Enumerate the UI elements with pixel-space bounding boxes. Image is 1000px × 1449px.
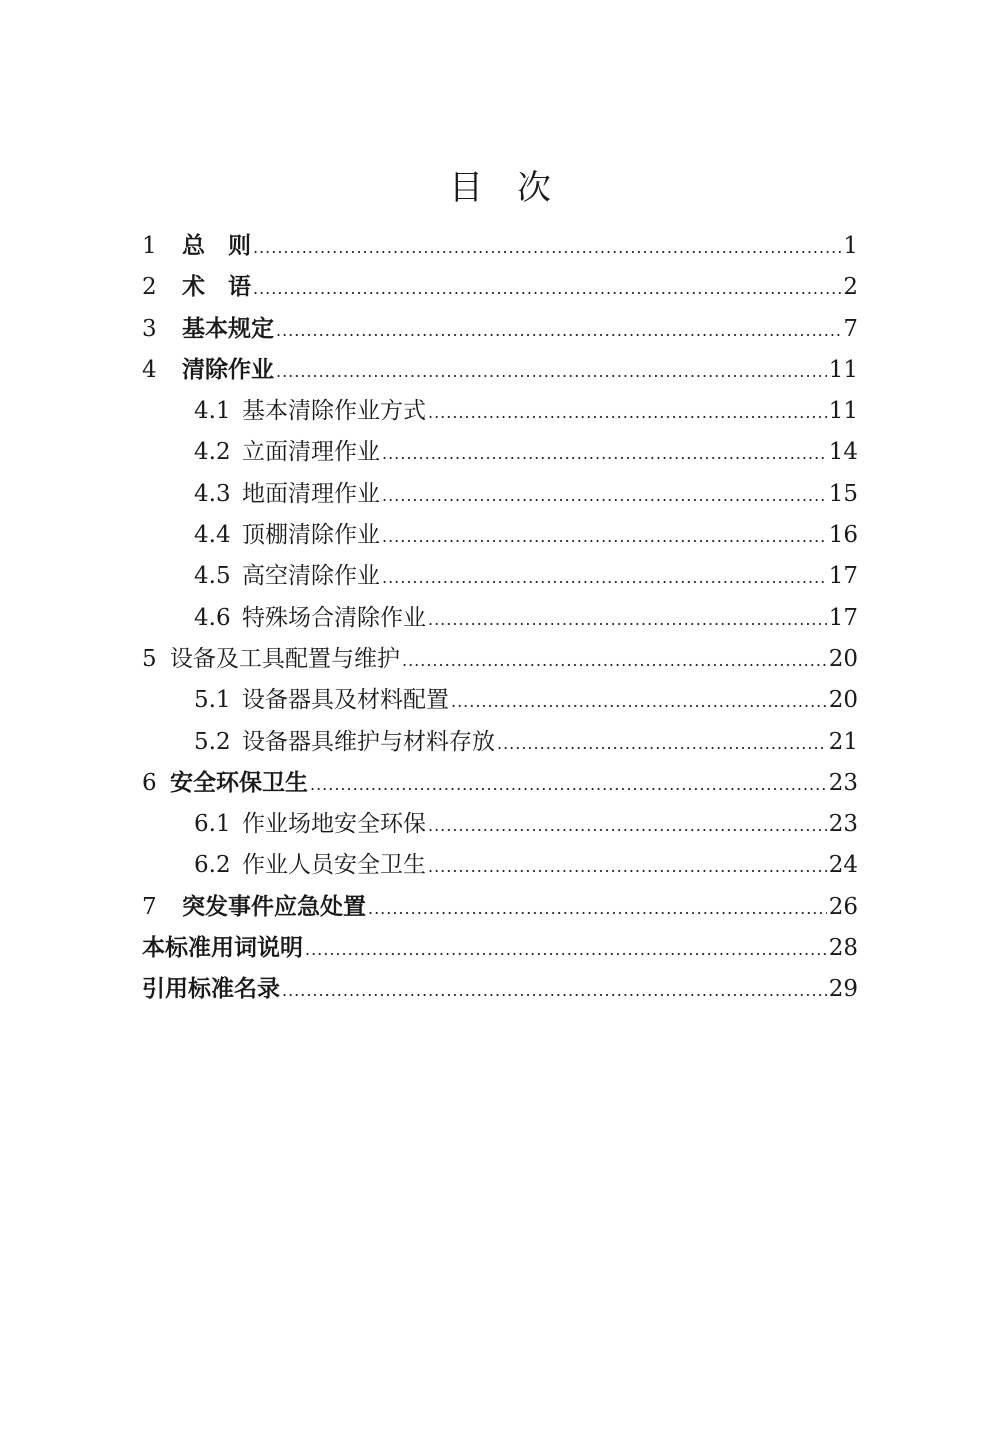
toc-subentry[interactable] — [142, 556, 858, 597]
toc-entry[interactable] — [142, 763, 858, 804]
toc-leader-dots — [428, 805, 827, 846]
toc-leader-dots — [282, 970, 827, 1011]
toc-entry-label: 本标准用词说明 — [142, 935, 303, 962]
toc-entry-number: 1 — [142, 233, 157, 259]
toc-entry-label: 基本规定 — [182, 315, 274, 342]
toc-entry-number: 5 — [142, 645, 157, 672]
toc-subentry[interactable] — [142, 598, 858, 639]
toc-entry-page: 23 — [828, 769, 858, 796]
toc-entry-number: 5.2 — [194, 728, 231, 755]
toc-leader-dots — [382, 475, 827, 516]
toc-entry-label: 高空清除作业 — [242, 563, 380, 590]
toc-entry-label: 突发事件应急处置 — [182, 893, 366, 920]
toc-entry-page: 17 — [828, 604, 858, 631]
toc-entry-number: 4.4 — [194, 522, 231, 549]
toc-entry-page: 16 — [828, 522, 858, 549]
toc-entry-number: 6.1 — [194, 811, 231, 838]
toc-leader-dots — [451, 681, 827, 722]
toc-entry[interactable] — [142, 887, 858, 928]
toc-entry-number: 3 — [142, 315, 157, 342]
toc-entry-page: 17 — [828, 563, 858, 590]
toc-entry-page: 7 — [843, 315, 858, 342]
toc-entry-page: 28 — [828, 935, 858, 962]
toc-title: 目 次 — [449, 168, 551, 208]
toc-entry-label: 清除作业 — [182, 356, 274, 383]
toc-entry-label: 总 则 — [182, 233, 251, 259]
toc-leader-dots — [310, 764, 827, 805]
toc-leader-dots — [382, 557, 827, 598]
toc-entry-number: 4.2 — [194, 439, 231, 466]
toc-entry-label: 设备及工具配置与维护 — [170, 645, 400, 672]
toc-subentry[interactable] — [142, 391, 858, 432]
toc-leader-dots — [428, 392, 827, 433]
toc-entry-label: 基本清除作业方式 — [242, 398, 426, 425]
toc-entry-page: 1 — [843, 233, 858, 259]
toc-entry-number: 4.6 — [194, 604, 231, 631]
toc-leader-dots — [276, 351, 827, 392]
toc-entry-number: 6.2 — [194, 852, 231, 879]
toc-entry[interactable] — [142, 309, 858, 350]
toc-leader-dots — [276, 310, 841, 351]
toc-entry-page: 20 — [828, 687, 858, 714]
toc-entry-label: 作业人员安全卫生 — [242, 852, 426, 879]
toc-entry-number: 4.1 — [194, 398, 231, 425]
toc-entry[interactable] — [142, 969, 858, 1010]
toc-entry-label: 顶棚清除作业 — [242, 522, 380, 549]
toc-entry[interactable] — [142, 226, 858, 267]
toc-entry-page: 21 — [828, 728, 858, 755]
toc-entry-page: 11 — [828, 398, 858, 425]
toc-entry-page: 2 — [843, 274, 858, 301]
toc-entry-number: 4 — [142, 356, 157, 383]
toc-entry-label: 安全环保卫生 — [170, 769, 308, 796]
toc-entry-page: 11 — [828, 356, 858, 383]
toc-entry-page: 29 — [828, 976, 858, 1003]
toc-list — [142, 226, 858, 1011]
toc-entry-label: 作业场地安全环保 — [242, 811, 426, 838]
toc-entry-label: 地面清理作业 — [242, 480, 380, 507]
toc-entry-label: 引用标准名录 — [142, 976, 280, 1003]
toc-leader-dots — [368, 888, 827, 929]
toc-entry-number: 2 — [142, 274, 157, 301]
toc-entry[interactable] — [142, 267, 858, 308]
toc-subentry[interactable] — [142, 680, 858, 721]
toc-leader-dots — [253, 227, 841, 268]
toc-subentry[interactable] — [142, 474, 858, 515]
toc-entry-page: 20 — [828, 645, 858, 672]
toc-subentry[interactable] — [142, 432, 858, 473]
toc-entry-page: 24 — [828, 852, 858, 879]
toc-subentry[interactable] — [142, 722, 858, 763]
toc-subentry[interactable] — [142, 845, 858, 886]
toc-leader-dots — [497, 723, 827, 764]
toc-entry[interactable] — [142, 928, 858, 969]
toc-entry-number: 4.5 — [194, 563, 231, 590]
toc-entry-number: 7 — [142, 893, 157, 920]
toc-entry-number: 6 — [142, 769, 157, 796]
toc-subentry[interactable] — [142, 804, 858, 845]
toc-leader-dots — [402, 640, 827, 681]
toc-entry-page: 15 — [828, 480, 858, 507]
toc-entry-page: 14 — [828, 439, 858, 466]
toc-entry[interactable] — [142, 350, 858, 391]
toc-entry-label: 设备器具维护与材料存放 — [242, 728, 495, 755]
toc-entry-label: 特殊场合清除作业 — [242, 604, 426, 631]
toc-leader-dots — [253, 268, 841, 309]
toc-entry-page: 23 — [828, 811, 858, 838]
toc-entry-page: 26 — [828, 893, 858, 920]
toc-leader-dots — [382, 433, 827, 474]
toc-entry-label: 术 语 — [182, 274, 251, 301]
toc-leader-dots — [305, 929, 827, 970]
toc-leader-dots — [428, 846, 827, 887]
toc-entry-number: 4.3 — [194, 480, 231, 507]
toc-subentry[interactable] — [142, 515, 858, 556]
toc-entry-label: 设备器具及材料配置 — [242, 687, 449, 714]
toc-entry-number: 5.1 — [194, 687, 231, 714]
toc-leader-dots — [382, 516, 827, 557]
toc-entry-label: 立面清理作业 — [242, 439, 380, 466]
toc-entry[interactable] — [142, 639, 858, 680]
toc-leader-dots — [428, 599, 827, 640]
